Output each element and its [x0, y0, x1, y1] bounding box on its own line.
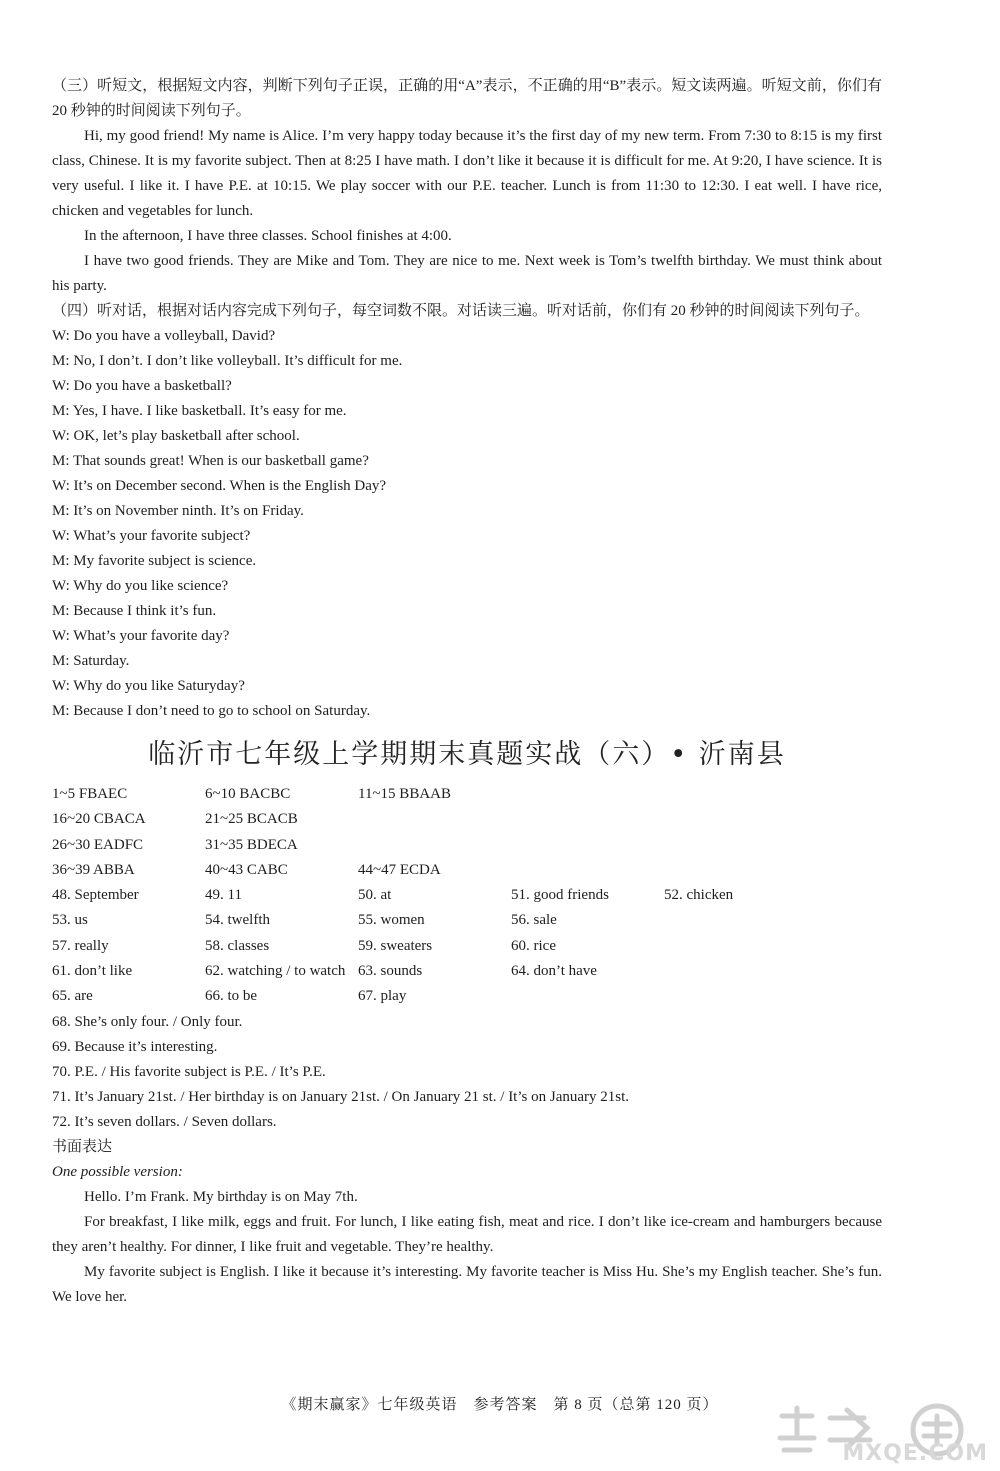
dialog-line: W: What’s your favorite day? [52, 628, 230, 644]
answer-cell [664, 833, 817, 858]
dialog-line: W: Do you have a volleyball, David? [52, 328, 276, 344]
answer-row [52, 959, 852, 984]
answer-cell: 67. play [358, 988, 407, 1005]
answer-cell: 64. don’t have [511, 963, 597, 980]
answer-cell: 31~35 BDECA [205, 836, 298, 853]
answer-cell [664, 807, 817, 832]
answer-cell: 57. really [52, 937, 109, 954]
section4-instruction: （四）听对话，根据对话内容完成下列句子，每空词数不限。对话读三遍。听对话前，你们有 20 秒钟的时间阅读下列句子。 [52, 303, 870, 319]
dialog-line: M: Because I don’t need to go to school on Saturday. [52, 703, 371, 719]
answer-line: 68. She’s only four. / Only four. [52, 1013, 243, 1030]
answer-cell: 63. sounds [358, 963, 423, 980]
answer-cell [664, 782, 817, 807]
answer-cell: 26~30 EADFC [52, 836, 144, 853]
dialog-line: W: It’s on December second. When is the English Day? [52, 478, 387, 494]
dialog-line: W: OK, let’s play basketball after school. [52, 428, 300, 444]
answer-cell [664, 984, 817, 1009]
dialog-line: M: That sounds great! When is our basketball game? [52, 453, 369, 469]
dialog-line: W: Why do you like science? [52, 578, 229, 594]
passage-paragraph: In the afternoon, I have three classes. School finishes at 4:00. [84, 228, 452, 244]
dialog-line: M: No, I don’t. I don’t like volleyball. It’s difficult for me. [52, 353, 403, 369]
answer-cell: 1~5 FBAEC [52, 786, 128, 802]
writing-paragraph: Hello. I’m Frank. My birthday is on May 7th. [84, 1188, 358, 1205]
answer-line: 70. P.E. / His favorite subject is P.E. / It’s P.E. [52, 1063, 326, 1080]
answer-cell: 16~20 CBACA [52, 811, 146, 828]
answer-cell [511, 807, 664, 832]
writing-version-label: One possible version: [52, 1163, 183, 1180]
answer-row [52, 934, 852, 959]
passage-paragraph: I have two good friends. They are Mike and Tom. They are nice to me. Next week is Tom’s twelfth birthday. We must think about his party. [52, 253, 882, 294]
answer-row [52, 908, 852, 933]
dialog-line: M: Saturday. [52, 653, 130, 669]
answer-cell: 60. rice [511, 937, 556, 954]
passage-paragraph: Hi, my good friend! My name is Alice. I’m very happy today because it’s the first day of my new term. From 7:30 to 8:15 is my first class, Chinese. It is my favorite subject. Then at 8:25 I have math. I don’t like it because it is difficult for me. At 9:20, I have science. It is very useful. I like it. I have P.E. at 10:15. We play soccer with our P.E. teacher. Lunch is from 11:30 to 12:30. I eat well. I have rice, chicken and vegetables for lunch. [52, 128, 882, 219]
answer-cell: 6~10 BACBC [205, 786, 291, 802]
answer-cell: 53. us [52, 912, 88, 929]
answer-cell [358, 833, 511, 858]
answer-cell: 66. to be [205, 988, 258, 1005]
dialog-line: M: Yes, I have. I like basketball. It’s easy for me. [52, 403, 347, 419]
answer-row [52, 984, 852, 1009]
answer-line: 72. It’s seven dollars. / Seven dollars. [52, 1113, 277, 1130]
exam-title: 临沂市七年级上学期期末真题实战（六）• 沂南县 [148, 739, 786, 770]
dialog-line: W: Do you have a basketball? [52, 378, 232, 394]
dialog-line: M: My favorite subject is science. [52, 553, 257, 569]
answer-row [52, 833, 852, 858]
answer-cell: 54. twelfth [205, 912, 270, 929]
answer-cell: 52. chicken [664, 887, 734, 904]
answer-cell: 59. sweaters [358, 937, 433, 954]
document-body [52, 74, 882, 1310]
answer-cell [511, 782, 664, 807]
dialog-script [52, 324, 882, 724]
answer-cell: 36~39 ABBA [52, 861, 135, 878]
writing-heading: 书面表达 [52, 1138, 113, 1155]
answer-cell: 21~25 BCACB [205, 811, 298, 828]
answer-row [52, 807, 852, 832]
section3-instruction: （三）听短文，根据短文内容，判断下列句子正误，正确的用“A”表示，不正确的用“B”表示。短文读两遍。听短文前，你们有 20 秒钟的时间阅读下列句子。 [52, 78, 882, 119]
answer-cell: 58. classes [205, 937, 270, 954]
answer-row [52, 782, 852, 807]
dialog-line: W: What’s your favorite subject? [52, 528, 251, 544]
answer-cell [358, 807, 511, 832]
answer-cell [511, 858, 664, 883]
dialog-line: M: It’s on November ninth. It’s on Friday. [52, 503, 304, 519]
answer-cell: 44~47 ECDA [358, 861, 441, 878]
answer-cell: 55. women [358, 912, 425, 929]
answer-cell: 40~43 CABC [205, 861, 288, 878]
answer-cell [664, 959, 817, 984]
answer-line: 69. Because it’s interesting. [52, 1038, 218, 1055]
answer-cell [511, 833, 664, 858]
answer-cell: 51. good friends [511, 887, 609, 904]
dialog-line: M: Because I think it’s fun. [52, 603, 217, 619]
answer-cell: 62. watching / to watch [205, 963, 346, 980]
answer-cell: 61. don’t like [52, 963, 133, 980]
answer-cell [511, 984, 664, 1009]
answer-cell: 49. 11 [205, 887, 242, 904]
writing-paragraph: My favorite subject is English. I like it because it’s interesting. My favorite teacher is Miss Hu. She’s my English teacher. She’s fun. We love her. [52, 1263, 882, 1305]
answer-cell: 65. are [52, 988, 93, 1005]
dialog-line: W: Why do you like Saturyday? [52, 678, 245, 694]
answer-grid [52, 782, 852, 1010]
answer-row [52, 858, 852, 883]
answer-cell [664, 934, 817, 959]
writing-paragraph: For breakfast, I like milk, eggs and fruit. For lunch, I like eating fish, meat and rice. I don’t like ice-cream and hamburgers because they aren’t healthy. For dinner, I like fruit and vegetable. They’re healthy. [52, 1213, 882, 1255]
answer-cell [664, 908, 817, 933]
answer-cell: 56. sale [511, 912, 557, 929]
answer-cell [664, 858, 817, 883]
page-footer: 《期末赢家》七年级英语 参考答案 第 8 页（总第 120 页） [281, 1397, 719, 1413]
answer-cell: 11~15 BBAAB [358, 786, 451, 802]
answer-row [52, 883, 852, 908]
answer-line: 71. It’s January 21st. / Her birthday is on January 21st. / On January 21 st. / It’s on January 21st. [52, 1088, 630, 1105]
answer-cell: 50. at [358, 887, 392, 904]
watermark-site: MXQE.COM [842, 1441, 988, 1466]
answer-cell: 48. September [52, 887, 139, 904]
